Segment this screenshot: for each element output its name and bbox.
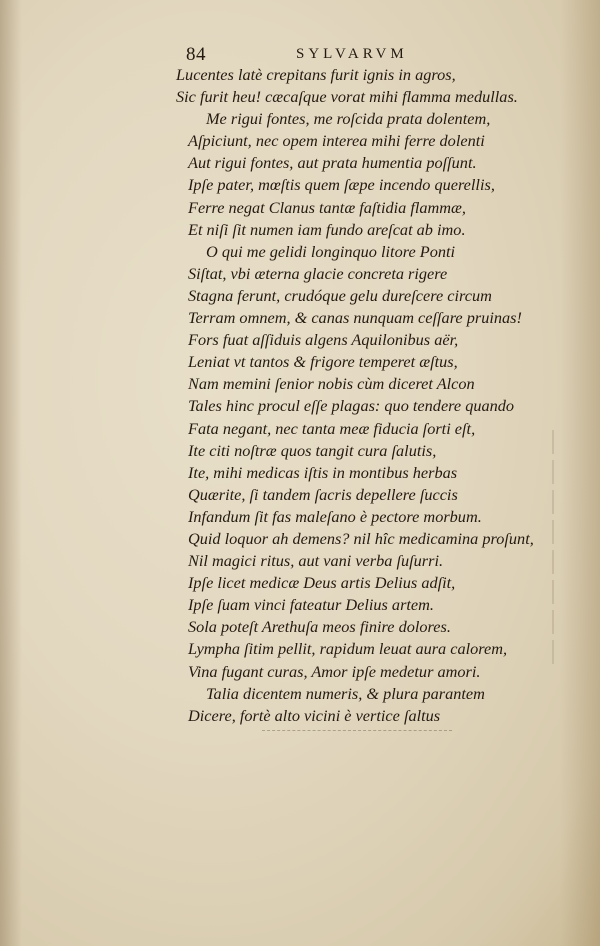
verse-line: Vina fugant curas, Amor ipſe medetur amori. <box>188 661 481 681</box>
verse-line: Lympha ſitim pellit, rapidum leuat aura calorem, <box>188 639 508 659</box>
verse-line: Fors fuat aſſiduis algens Aquilonibus aër, <box>188 330 459 350</box>
catchword-rule <box>262 730 452 731</box>
verse-line: Ipſe ſuam vinci fateatur Delius artem. <box>188 595 434 615</box>
bleed-through-marks <box>514 430 554 690</box>
gutter-shadow <box>0 0 22 946</box>
verse-line: Aſpiciunt, nec opem interea mihi ferre dolenti <box>188 131 485 151</box>
verse-line: Ite, mihi medicas iſtis in montibus herbas <box>188 462 458 482</box>
verse-line: O qui me gelidi longinquo litore Ponti <box>206 241 456 261</box>
verse-line: Stagna ferunt, crudóque gelu dureſcere circum <box>188 285 492 305</box>
verse-line: Infandum ſit fas maleſano è pectore morbum. <box>188 506 482 526</box>
page-number: 84 <box>186 44 206 65</box>
verse-line: Sola poteſt Arethuſa meos finire dolores. <box>188 617 451 637</box>
verse-line: Quærite, ſi tandem ſacris depellere ſuccis <box>188 484 458 504</box>
verse-line: Talia dicentem numeris, & plura parantem <box>206 683 485 703</box>
verse-line: Ferre negat Clanus tantæ faſtidia flammæ, <box>188 197 466 217</box>
verse-line: Nil magici ritus, aut vani verba ſuſurri. <box>188 551 444 571</box>
verse-line: Aut rigui fontes, aut prata humentia poſſunt. <box>188 153 477 173</box>
verse-text <box>176 64 546 727</box>
running-head: SYLVARVM <box>296 46 408 62</box>
verse-line: Sic furit heu! cæcaſque vorat mihi flamma medullas. <box>176 87 518 107</box>
verse-line: Terram omnem, & canas nunquam ceſſare pruinas! <box>188 308 522 328</box>
page-header <box>186 44 526 66</box>
verse-line: Tales hinc procul eſſe plagas: quo tendere quando <box>188 396 515 416</box>
verse-line: Et niſi ſit numen iam fundo areſcat ab imo. <box>188 219 466 239</box>
verse-line: Me rigui fontes, me roſcida prata dolentem, <box>206 109 491 129</box>
verse-line: Leniat vt tantos & frigore temperet æſtus, <box>188 352 458 372</box>
verse-line: Fata negant, nec tanta meæ fiducia ſorti eſt, <box>188 418 476 438</box>
verse-line: Ipſe pater, mœſtis quem ſæpe incendo querellis, <box>188 175 495 195</box>
verse-line: Dicere, fortè alto vicini è vertice ſaltus <box>188 705 441 725</box>
verse-line: Nam memini ſenior nobis cùm diceret Alcon <box>188 374 475 394</box>
page-edge-shading <box>560 0 600 946</box>
verse-line: Quid loquor ah demens? nil hîc medicamina proſunt, <box>188 528 534 548</box>
verse-line: Lucentes latè crepitans furit ignis in agros, <box>176 65 456 84</box>
verse-line: Ipſe licet medicæ Deus artis Delius adſit, <box>188 573 456 593</box>
verse-line: Ite citi noſtræ quos tangit cura ſalutis, <box>188 440 437 460</box>
verse-line: Siſtat, vbi æterna glacie concreta rigere <box>188 263 448 283</box>
